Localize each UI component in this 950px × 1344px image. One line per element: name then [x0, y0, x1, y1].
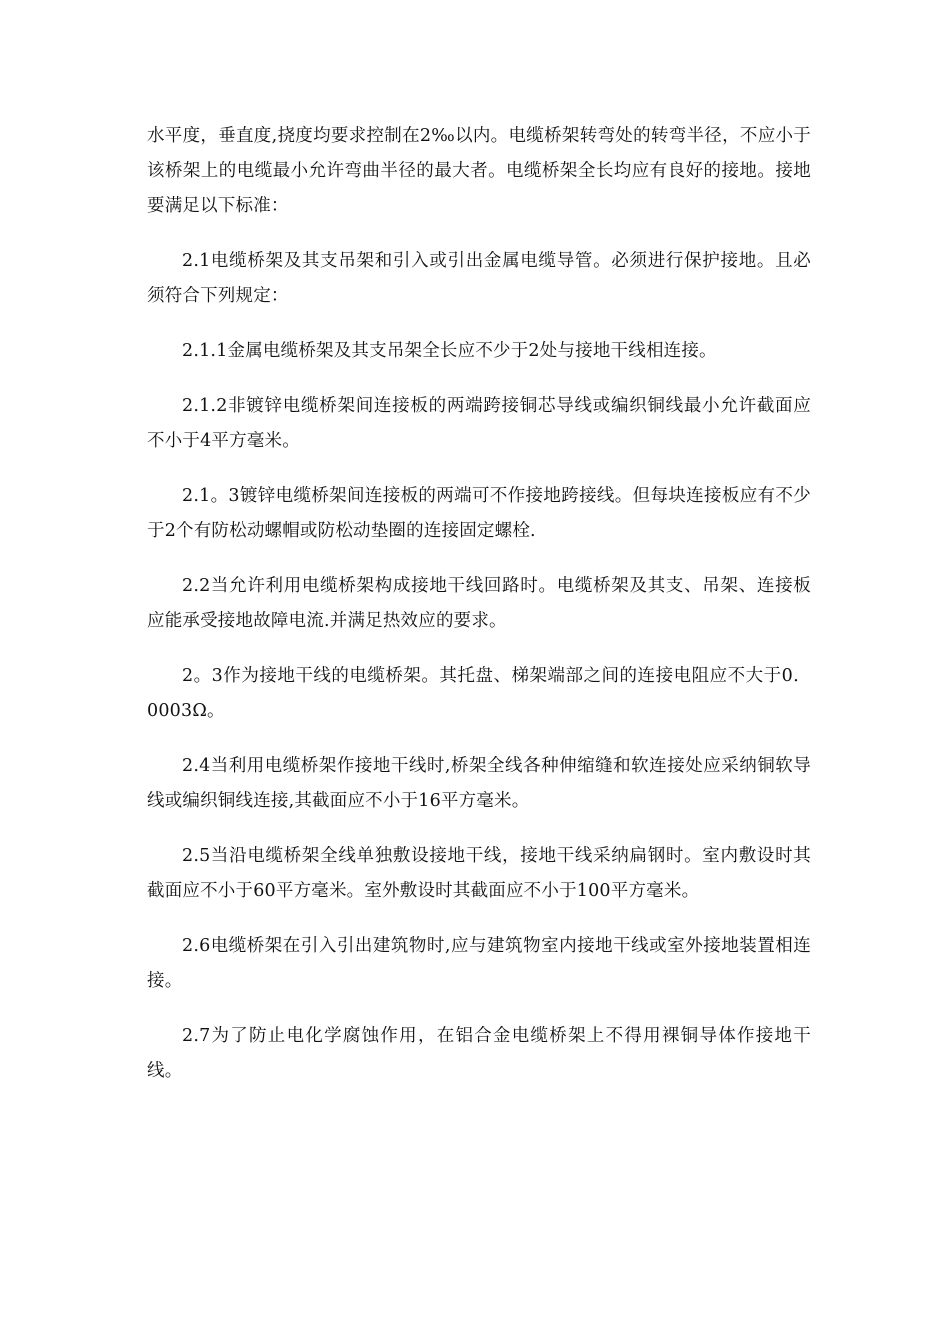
- paragraph-2-1-1: 2.1.1金属电缆桥架及其支吊架全长应不少于2处与接地干线相连接。: [182, 341, 717, 361]
- paragraph-2-1-2: 2.1.2非镀锌电缆桥架间连接板的两端跨接铜芯导线或编织铜线最小允许截面应不小于4平方毫米。: [147, 396, 811, 451]
- document-body: [147, 119, 811, 1109]
- paragraph-2-1: 2.1电缆桥架及其支吊架和引入或引出金属电缆导管。必须进行保护接地。且必须符合下列规定：: [147, 251, 811, 306]
- paragraph-2-3: 2。3作为接地干线的电缆桥架。其托盘、梯架端部之间的连接电阻应不大于0．0003Ω。: [147, 666, 811, 721]
- paragraph-intro: 水平度，垂直度,挠度均要求控制在2‰以内。电缆桥架转弯处的转弯半径，不应小于该桥架上的电缆最小允许弯曲半径的最大者。电缆桥架全长均应有良好的接地。接地要满足以下标准：: [147, 126, 811, 216]
- paragraph-2-4: 2.4当利用电缆桥架作接地干线时,桥架全线各种伸缩缝和软连接处应采纳铜软导线或编织铜线连接,其截面应不小于16平方毫米。: [147, 756, 811, 811]
- paragraph-2-5: 2.5当沿电缆桥架全线单独敷设接地干线，接地干线采纳扁钢时。室内敷设时其截面应不小于60平方毫米。室外敷设时其截面应不小于100平方毫米。: [147, 846, 811, 901]
- paragraph-2-7: 2.7为了防止电化学腐蚀作用，在铝合金电缆桥架上不得用裸铜导体作接地干线。: [147, 1026, 811, 1081]
- paragraph-2-1-3: 2.1。3镀锌电缆桥架间连接板的两端可不作接地跨接线。但每块连接板应有不少于2个有防松动螺帽或防松动垫圈的连接固定螺栓.: [147, 486, 811, 541]
- paragraph-2-6: 2.6电缆桥架在引入引出建筑物时,应与建筑物室内接地干线或室外接地装置相连接。: [147, 936, 811, 991]
- paragraph-2-2: 2.2当允许利用电缆桥架构成接地干线回路时。电缆桥架及其支、吊架、连接板应能承受接地故障电流.并满足热效应的要求。: [147, 576, 811, 631]
